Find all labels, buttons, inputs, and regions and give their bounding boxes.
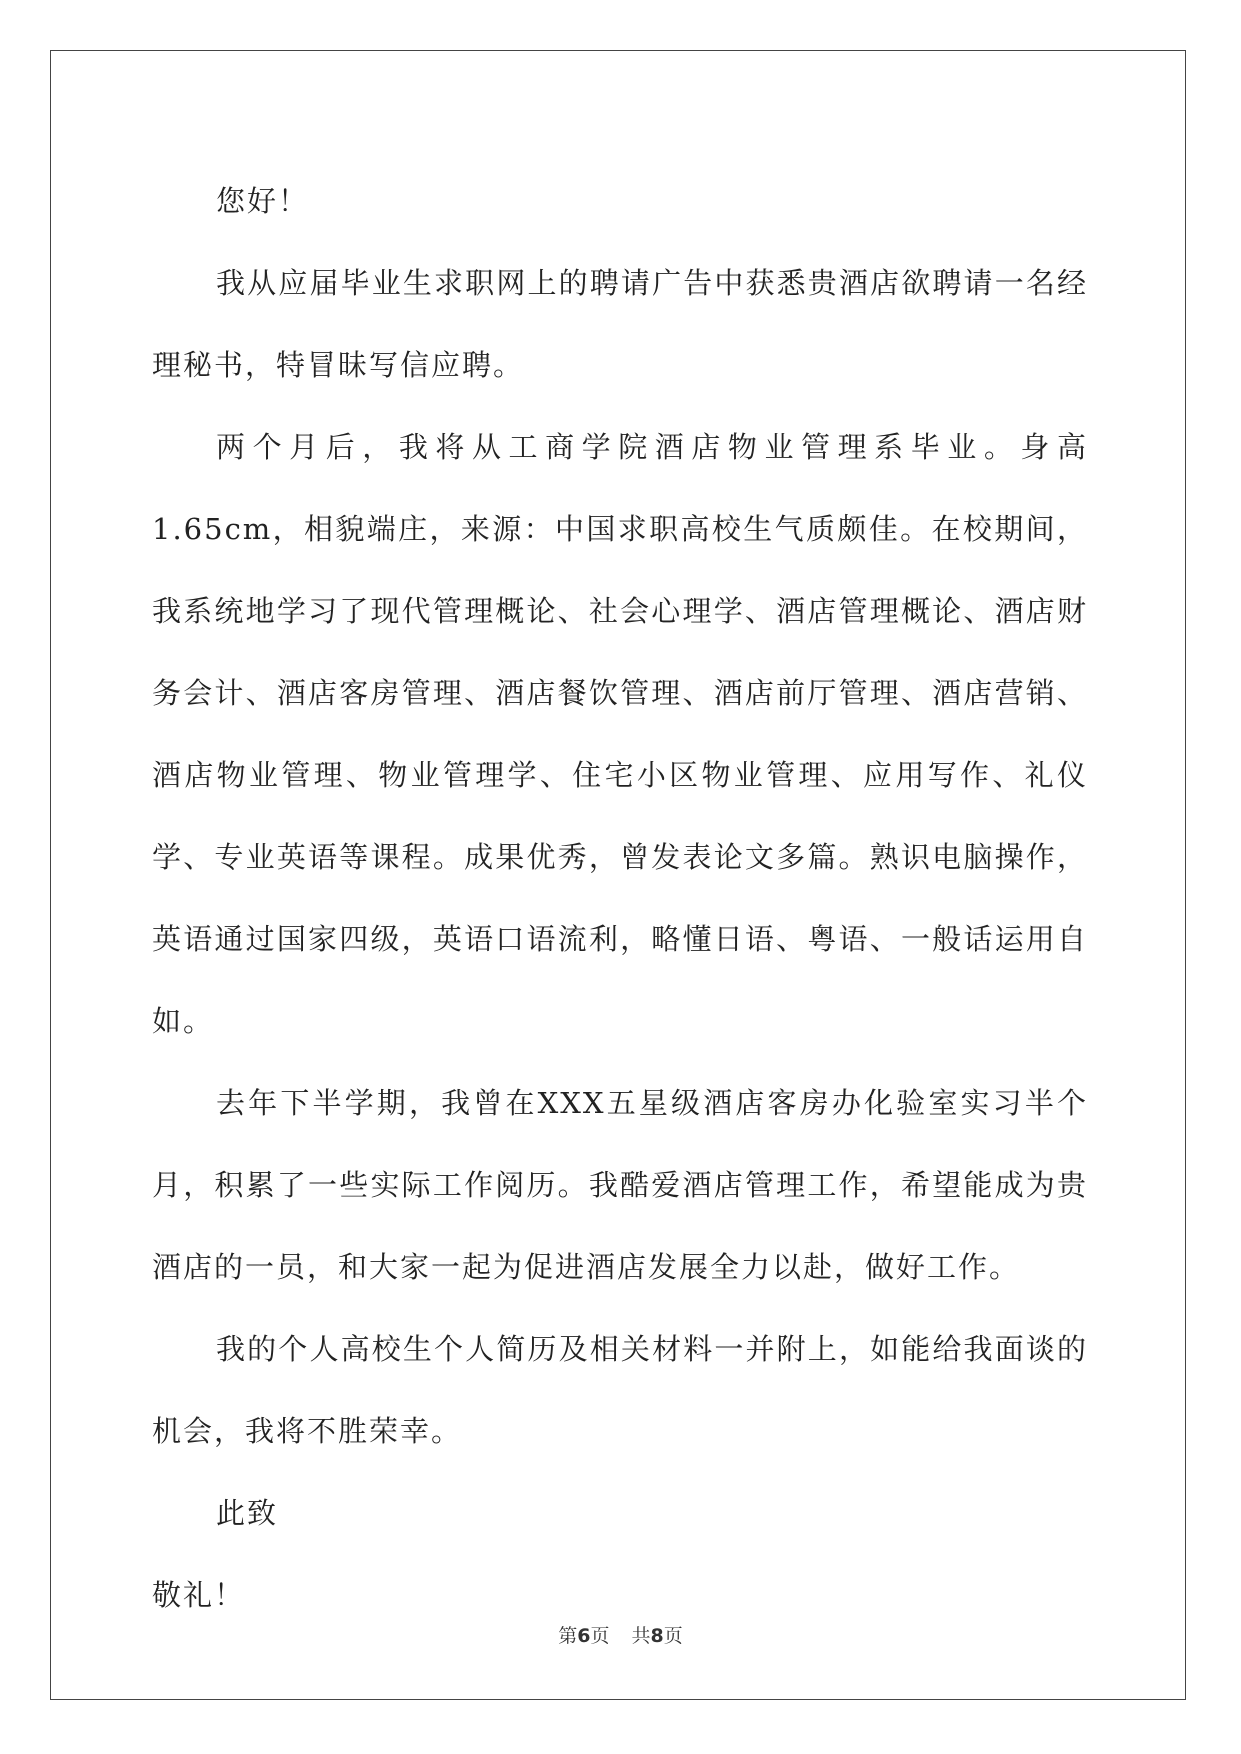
total-pages-number: 8 <box>650 1625 664 1647</box>
letter-body <box>152 160 1088 1636</box>
paragraph-2: 两个月后，我将从工商学院酒店物业管理系毕业。身高1.65cm，相貌端庄，来源：中国求职高校生气质颇佳。在校期间，我系统地学习了现代管理概论、社会心理学、酒店管理概论、酒店财务会计、酒店客房管理、酒店餐饮管理、酒店前厅管理、酒店营销、酒店物业管理、物业管理学、住宅小区物业管理、应用写作、礼仪学、专业英语等课程。成果优秀，曾发表论文多篇。熟识电脑操作，英语通过国家四级，英语口语流利，略懂日语、粤语、一般话运用自如。 <box>152 430 1088 1038</box>
salutation: 敬礼！ <box>152 1578 246 1612</box>
page-footer <box>0 1621 1241 1648</box>
footer-total-suffix: 页 <box>663 1625 683 1647</box>
paragraph-4: 我的个人高校生个人简历及相关材料一并附上，如能给我面谈的机会，我将不胜荣幸。 <box>152 1332 1088 1448</box>
footer-page-word: 页 <box>590 1625 610 1647</box>
current-page-number: 6 <box>577 1625 591 1647</box>
greeting: 您好！ <box>216 184 310 218</box>
paragraph-3: 去年下半学期，我曾在XXX五星级酒店客房办化验室实习半个月，积累了一些实际工作阅历。我酷爱酒店管理工作，希望能成为贵酒店的一员，和大家一起为促进酒店发展全力以赴，做好工作。 <box>152 1086 1088 1284</box>
closing: 此致 <box>216 1496 279 1530</box>
footer-total-prefix: 共 <box>631 1625 651 1647</box>
paragraph-1: 我从应届毕业生求职网上的聘请广告中获悉贵酒店欲聘请一名经理秘书，特冒昧写信应聘。 <box>152 266 1088 382</box>
footer-prefix: 第 <box>558 1625 578 1647</box>
